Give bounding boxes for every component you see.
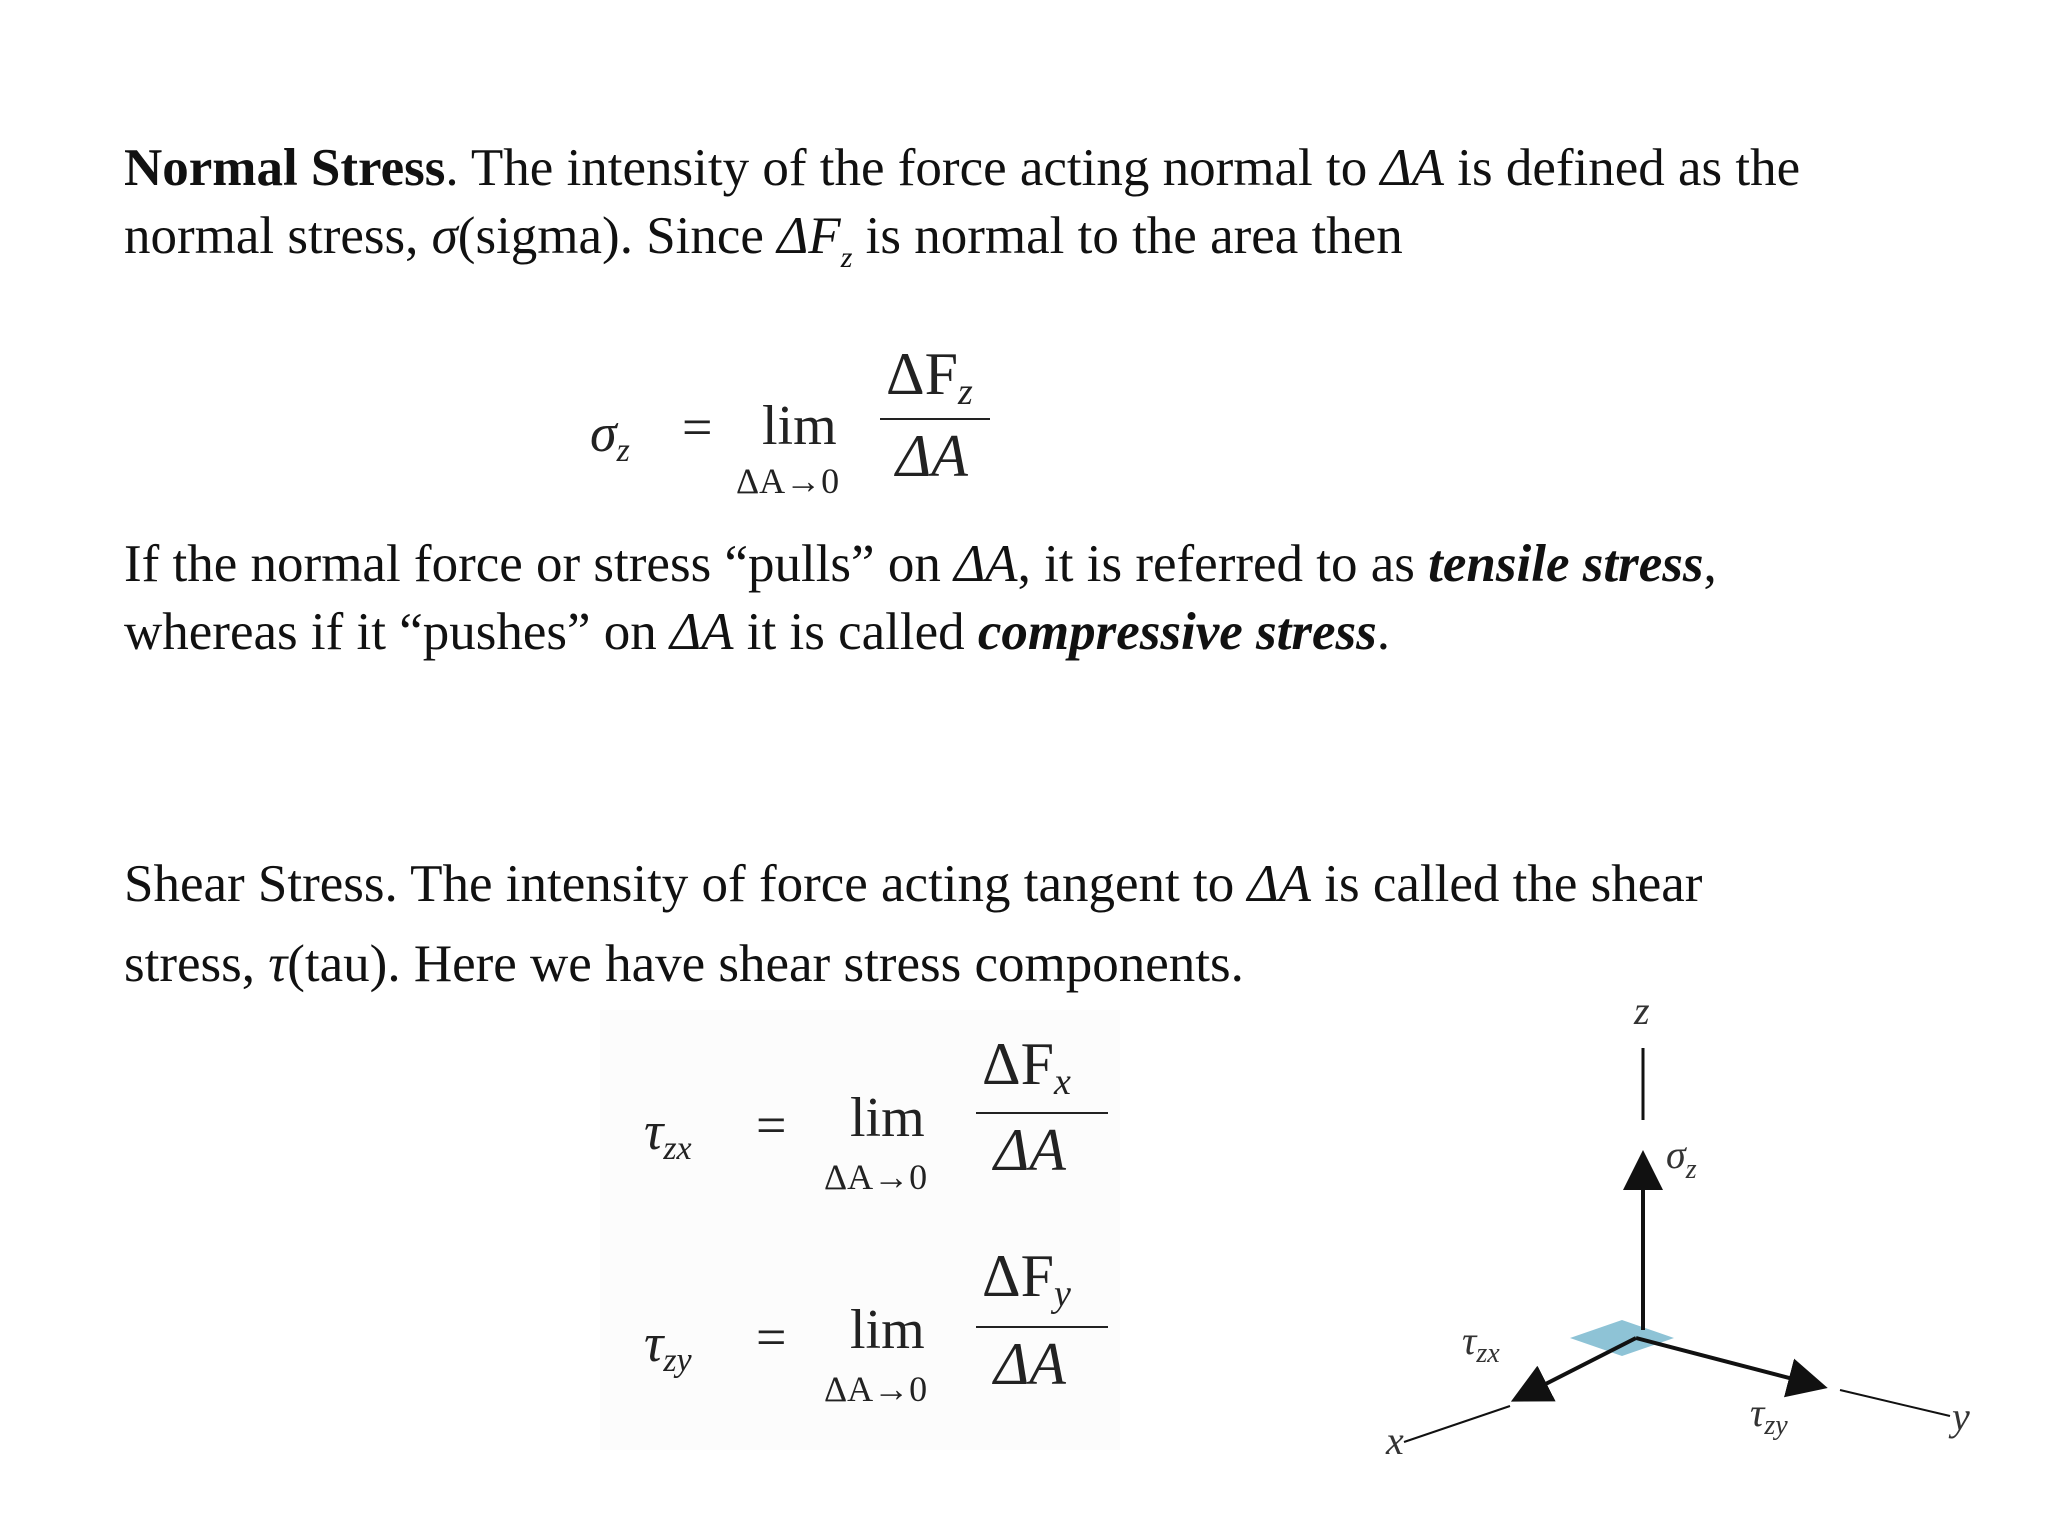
text: , it is referred to as xyxy=(1017,535,1429,593)
eq-lhs: τzx xyxy=(644,1101,692,1167)
text: normal stress, xyxy=(124,207,432,265)
eq-lim: lim xyxy=(850,1087,925,1149)
compressive-stress-term: compressive stress xyxy=(977,603,1377,661)
eq-lhs: τzy xyxy=(644,1313,692,1379)
delta-a: ΔA xyxy=(1380,139,1444,197)
text: Shear Stress. The intensity of force acting tangent to xyxy=(124,855,1248,913)
text: whereas if it “pushes” on xyxy=(124,603,671,661)
eq-lim-sub: ΔA→0 xyxy=(824,1157,928,1197)
eq-equals: = xyxy=(682,397,713,457)
fraction-bar xyxy=(880,418,990,420)
normal-stress-title: Normal Stress xyxy=(124,139,446,197)
eq-denominator: ΔA xyxy=(994,1117,1066,1183)
eq-numerator: ΔFz xyxy=(886,341,973,413)
text: . The intensity of the force acting normal to xyxy=(445,139,1381,197)
fraction-bar xyxy=(976,1112,1108,1114)
eq-numerator: ΔFx xyxy=(982,1031,1071,1103)
tau-zx-label: $\tau_{zx}$ xyxy=(1462,1318,1500,1369)
y-axis-line xyxy=(1840,1390,1950,1416)
eq-lhs: σz xyxy=(590,403,630,469)
eq-numerator: ΔFy xyxy=(982,1243,1071,1315)
sigma-symbol: σ xyxy=(431,207,458,265)
tau-zy-arrow xyxy=(1636,1338,1820,1386)
text: stress, xyxy=(124,935,269,993)
text: (sigma). Since xyxy=(457,207,778,265)
area-element-plane xyxy=(1570,1320,1674,1356)
delta-a: ΔA xyxy=(670,603,734,661)
normal-stress-paragraph xyxy=(124,134,1984,278)
text: If the normal force or stress “pulls” on xyxy=(124,535,955,593)
eq-denominator: ΔA xyxy=(994,1331,1066,1397)
text: . xyxy=(1376,603,1391,661)
subscript-z: z xyxy=(840,241,853,274)
eq-equals: = xyxy=(756,1095,787,1155)
sigma-z-label: $\sigma_z$ xyxy=(1666,1132,1697,1185)
tau-zy-label: $\tau_{zy}$ xyxy=(1750,1390,1788,1441)
text: is called the shear xyxy=(1311,855,1703,913)
x-axis-label: x xyxy=(1386,1418,1404,1463)
tensile-stress-term: tensile stress xyxy=(1428,535,1704,593)
text: it is called xyxy=(733,603,978,661)
delta-a: ΔA xyxy=(954,535,1018,593)
delta-a: ΔA xyxy=(1247,855,1311,913)
eq-lim: lim xyxy=(850,1299,925,1361)
tau-zx-arrow xyxy=(1518,1338,1636,1398)
text: is defined as the xyxy=(1443,139,1801,197)
eq-lim-sub: ΔA→0 xyxy=(736,461,840,501)
text: (tau). Here we have shear stress components. xyxy=(287,935,1244,993)
eq-lim-sub: ΔA→0 xyxy=(824,1369,928,1409)
y-axis-label: y xyxy=(1952,1394,1970,1439)
fraction-bar xyxy=(976,1326,1108,1328)
tau-symbol: τ xyxy=(268,935,288,993)
eq-equals: = xyxy=(756,1307,787,1367)
eq-denominator: ΔA xyxy=(896,423,968,489)
stress-components-diagram xyxy=(1360,980,2000,1480)
text: , xyxy=(1703,535,1717,593)
z-axis-label: z xyxy=(1634,988,1650,1033)
delta-f: ΔF xyxy=(777,207,841,265)
tensile-paragraph xyxy=(124,530,1984,666)
eq-lim: lim xyxy=(762,395,837,457)
x-axis-line xyxy=(1404,1406,1510,1442)
text: is normal to the area then xyxy=(852,207,1403,265)
